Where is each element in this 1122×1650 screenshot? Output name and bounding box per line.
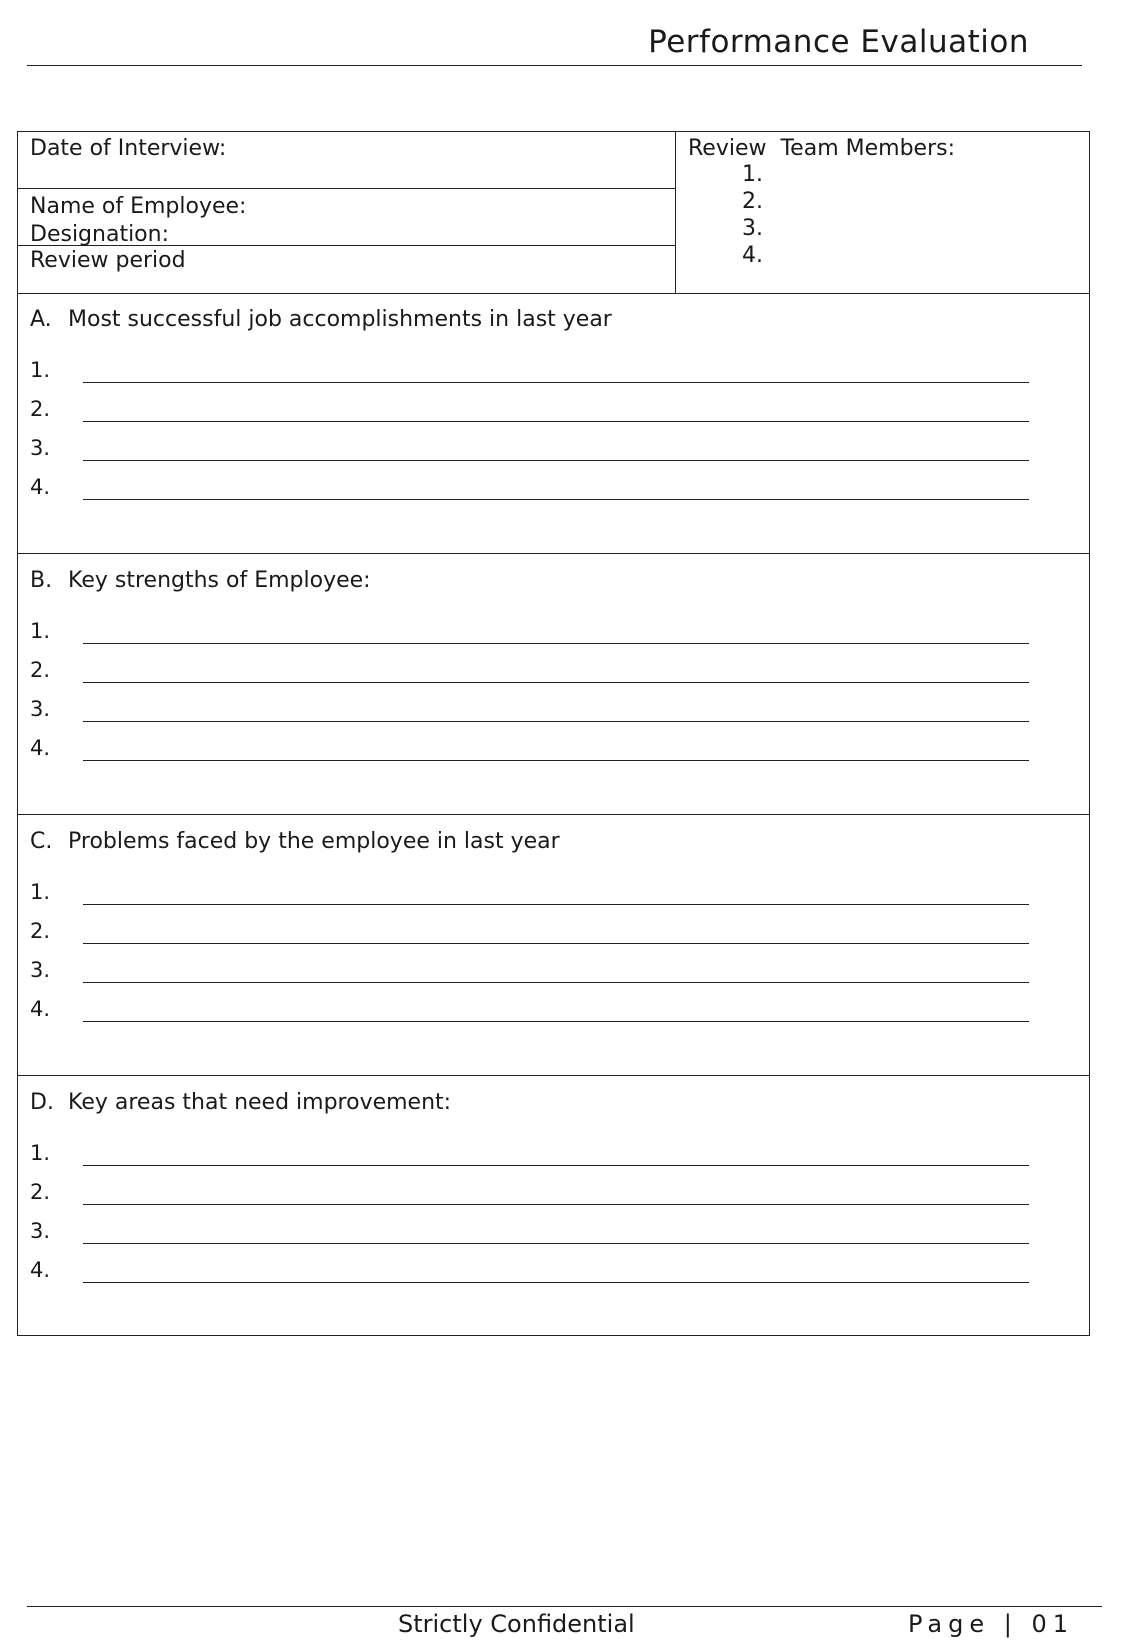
line-rule bbox=[83, 760, 1029, 761]
line-rule bbox=[83, 943, 1029, 944]
entry-line[interactable] bbox=[30, 430, 1055, 471]
header-divider bbox=[27, 65, 1082, 66]
team-member-item: 1. bbox=[742, 162, 763, 187]
review-team-field[interactable] bbox=[676, 132, 1089, 293]
review-team-label: Review Team Members: bbox=[688, 136, 955, 161]
line-rule bbox=[83, 721, 1029, 722]
line-rule bbox=[83, 643, 1029, 644]
entry-line[interactable] bbox=[30, 1213, 1055, 1254]
employee-details-field[interactable] bbox=[18, 189, 675, 246]
team-member-item: 3. bbox=[742, 216, 763, 241]
line-rule bbox=[83, 1165, 1029, 1166]
line-number: 1. bbox=[30, 880, 51, 904]
section-strengths bbox=[18, 554, 1089, 815]
entry-line[interactable] bbox=[30, 913, 1055, 954]
entry-line[interactable] bbox=[30, 613, 1055, 654]
entry-line[interactable] bbox=[30, 1135, 1055, 1176]
entry-line[interactable] bbox=[30, 691, 1055, 732]
section-title bbox=[30, 1090, 451, 1115]
employee-info bbox=[18, 132, 676, 293]
line-number: 2. bbox=[30, 658, 51, 682]
team-member-item: 4. bbox=[742, 243, 763, 268]
page-number: Page | 01 bbox=[908, 1610, 1074, 1638]
line-number: 1. bbox=[30, 358, 51, 382]
footer-divider bbox=[27, 1606, 1102, 1607]
line-number: 3. bbox=[30, 958, 51, 982]
employee-name-label: Name of Employee: bbox=[30, 194, 247, 219]
entry-line[interactable] bbox=[30, 952, 1055, 993]
line-rule bbox=[83, 1243, 1029, 1244]
entry-line[interactable] bbox=[30, 730, 1055, 771]
line-number: 4. bbox=[30, 1258, 51, 1282]
section-letter: D. bbox=[30, 1090, 54, 1115]
entry-line[interactable] bbox=[30, 469, 1055, 510]
page-title: Performance Evaluation bbox=[648, 24, 1029, 60]
entry-line[interactable] bbox=[30, 391, 1055, 432]
review-period-field[interactable] bbox=[18, 246, 675, 293]
line-rule bbox=[83, 1282, 1029, 1283]
entry-line[interactable] bbox=[30, 352, 1055, 393]
evaluation-form bbox=[17, 131, 1090, 1336]
confidential-label: Strictly Confidential bbox=[398, 1610, 635, 1638]
line-number: 3. bbox=[30, 1219, 51, 1243]
line-rule bbox=[83, 499, 1029, 500]
line-rule bbox=[83, 682, 1029, 683]
line-number: 2. bbox=[30, 397, 51, 421]
section-heading: Key areas that need improvement: bbox=[68, 1090, 452, 1115]
team-member-item: 2. bbox=[742, 189, 763, 214]
line-number: 2. bbox=[30, 1180, 51, 1204]
entry-line[interactable] bbox=[30, 874, 1055, 915]
line-number: 1. bbox=[30, 1141, 51, 1165]
line-number: 4. bbox=[30, 736, 51, 760]
review-period-label: Review period bbox=[30, 248, 186, 273]
section-problems bbox=[18, 815, 1089, 1076]
line-rule bbox=[83, 982, 1029, 983]
entry-line[interactable] bbox=[30, 991, 1055, 1032]
entry-line[interactable] bbox=[30, 1252, 1055, 1293]
section-improvement bbox=[18, 1076, 1089, 1337]
line-number: 3. bbox=[30, 697, 51, 721]
entry-line[interactable] bbox=[30, 1174, 1055, 1215]
review-team-list bbox=[688, 161, 1089, 269]
line-rule bbox=[83, 904, 1029, 905]
line-rule bbox=[83, 382, 1029, 383]
date-of-interview-field[interactable] bbox=[18, 132, 675, 189]
section-heading: Most successful job accomplishments in last year bbox=[68, 307, 612, 332]
section-letter: A. bbox=[30, 307, 52, 332]
line-number: 1. bbox=[30, 619, 51, 643]
line-number: 3. bbox=[30, 436, 51, 460]
line-rule bbox=[83, 421, 1029, 422]
line-rule bbox=[83, 1204, 1029, 1205]
section-heading: Key strengths of Employee: bbox=[68, 568, 371, 593]
section-title bbox=[30, 568, 371, 593]
entry-line[interactable] bbox=[30, 652, 1055, 693]
date-of-interview-label: Date of Interview: bbox=[30, 136, 227, 161]
section-letter: C. bbox=[30, 829, 53, 854]
section-heading: Problems faced by the employee in last year bbox=[68, 829, 560, 854]
section-letter: B. bbox=[30, 568, 53, 593]
section-title bbox=[30, 307, 612, 332]
line-rule bbox=[83, 460, 1029, 461]
info-block bbox=[18, 132, 1089, 294]
designation-label: Designation: bbox=[30, 222, 169, 247]
section-title bbox=[30, 829, 560, 854]
line-number: 4. bbox=[30, 475, 51, 499]
line-number: 4. bbox=[30, 997, 51, 1021]
line-rule bbox=[83, 1021, 1029, 1022]
section-accomplishments bbox=[18, 293, 1089, 554]
line-number: 2. bbox=[30, 919, 51, 943]
